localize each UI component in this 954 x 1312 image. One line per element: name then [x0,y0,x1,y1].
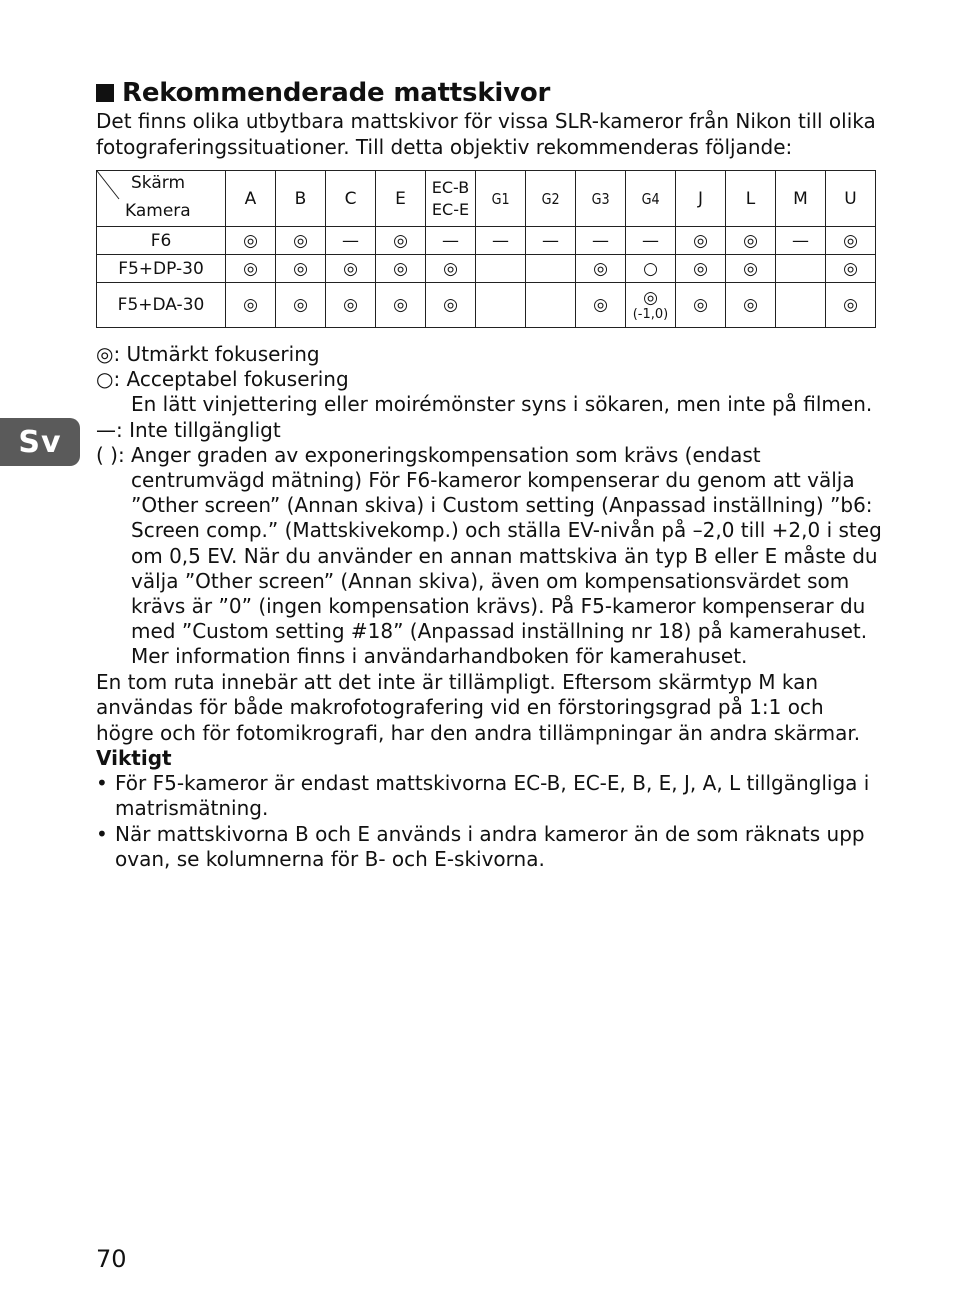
table-cell: ◎ [276,227,326,255]
bullet-text: För F5-kameror är endast mattskivorna EC-B, EC-E, B, E, J, A, L tillgängliga i matrismätning. [115,771,870,821]
table-cell: — [426,227,476,255]
col-header-g3: G3 [576,171,626,227]
legend-na [96,418,886,443]
language-tab: Sv [0,418,80,466]
table-cell: ◎ [226,283,276,328]
table-cell [776,255,826,283]
legend-paren [96,443,886,670]
table-cell: ◎ [226,227,276,255]
legend-excellent-text: : Utmärkt fokusering [113,342,320,366]
table-cell: — [576,227,626,255]
col-header-b: B [276,171,326,227]
acceptable-icon: ○ [96,367,114,392]
table-cell: — [476,227,526,255]
col-header-g4: G4 [626,171,676,227]
legend-excellent [96,342,886,367]
table-row [97,255,876,283]
table-row [97,283,876,328]
excellent-icon: ◎ [96,342,114,366]
camera-cell: F5+DP-30 [97,255,226,283]
table-cell: ◎ [726,255,776,283]
table-cell: ◎ [276,283,326,328]
table-cell: — [326,227,376,255]
col-header-ecb: EC-B [431,177,470,197]
table-cell: ◎ [226,255,276,283]
list-item [96,771,886,822]
table-cell: ◎ [826,283,876,328]
table-cell: ◎ [726,227,776,255]
table-cell: ◎ [676,283,726,328]
table-row [97,227,876,255]
col-header-ece: EC-E [431,199,470,219]
bullet-icon: • [96,771,108,796]
table-cell [526,255,576,283]
legend-na-text: : Inte tillgängligt [116,417,281,442]
notes-block [96,670,886,872]
page-number: 70 [96,1245,127,1273]
table-cell: — [776,227,826,255]
table-cell: ◎ [576,283,626,328]
focusing-screen-table [96,170,876,328]
table-cell: ◎ [676,255,726,283]
legend-acceptable-text: : Acceptabel fokusering [113,367,349,392]
camera-cell: F6 [97,227,226,255]
intro-paragraph: Det finns olika utbytbara mattskivor för vissa SLR-kameror från Nikon till olika fotograferingssituationer. Till detta objektiv rekommenderas följande: [96,109,876,159]
col-header-ecb-ece [426,171,476,227]
table-cell: ◎ [426,255,476,283]
corner-screen-label: Skärm [131,173,186,193]
table-cell [776,283,826,328]
table-cell: ◎ [676,227,726,255]
bullet-icon: • [96,821,108,846]
table-cell: ◎ [376,283,426,328]
table-cell: ◎ [576,255,626,283]
legend-acceptable-note: En lätt vinjettering eller moirémönster syns i sökaren, men inte på filmen. [131,392,873,417]
col-header-g2: G2 [526,171,576,227]
list-item [96,822,886,873]
square-bullet-icon [96,84,114,102]
important-heading: Viktigt [96,745,172,770]
col-header-e: E [376,171,426,227]
heading-text: Rekommenderade mattskivor [122,78,551,108]
col-header-c: C [326,171,376,227]
table-cell: ◎ [376,255,426,283]
table-cell [476,283,526,328]
col-header-a: A [226,171,276,227]
table-cell: ◎ [426,283,476,328]
col-header-u: U [826,171,876,227]
col-header-j: J [676,171,726,227]
table-cell: — [626,227,676,255]
legend-paren-text: Anger graden av exponeringskompensation som krävs (endast centrumvägd mätning) För F6-kameror kompenserar du genom att välja ”Other screen” (Annan skiva) i Custom setting (Anpassad inställning) ”b6: Screen comp.” (Mattskivekomp.) och ställa EV-nivån på –2,0 till +2,0 i steg om 0,5 EV. När du använder en annan mattskiva än typ B eller E måste du välja ”Other screen” (Annan skiva), även om kompensationsvärdet som krävs är ”0” (ingen kompensation krävs). På F5-kameror kompenserar du med ”Custom setting #18” (Anpassad inställning nr 18) på kamerahuset. Mer information finns i användarhandboken för kamerahuset. [131,442,882,669]
camera-cell: F5+DA-30 [97,283,226,328]
table-cell: ◎ [826,255,876,283]
empty-cell-note: En tom ruta innebär att det inte är tillämpligt. Eftersom skärmtyp M kan användas för både makrofotografering vid en förstoringsgrad på 1:1 och högre och för fotomikrografi, har den andra tillämpningar än andra skärmar. [96,670,861,745]
bullet-text: När mattskivorna B och E används i andra kameror än de som räknats upp ovan, se kolumnerna för B- och E-skivorna. [115,821,865,872]
table-cell [526,283,576,328]
table-cell-symbol: ◎ [643,288,658,308]
table-cell: ◎ [726,283,776,328]
table-cell: ◎ [376,227,426,255]
table-cell: — [526,227,576,255]
paren-key: ( ): [96,442,125,467]
legend [96,342,886,670]
table-cell: ◎ [276,255,326,283]
table-cell [476,255,526,283]
legend-acceptable [96,367,886,392]
compensation-note: (-1,0) [632,307,669,322]
corner-camera-label: Kamera [125,201,191,221]
table-cell-g4 [626,283,676,328]
table-cell: ◎ [326,283,376,328]
col-header-l: L [726,171,776,227]
table-cell: ○ [626,255,676,283]
dash-icon: — [96,417,116,442]
table-cell: ◎ [326,255,376,283]
col-header-g1: G1 [476,171,526,227]
section-heading [96,78,550,108]
col-header-m: M [776,171,826,227]
table-header-row [97,171,876,227]
table-cell: ◎ [826,227,876,255]
corner-header [97,171,226,227]
